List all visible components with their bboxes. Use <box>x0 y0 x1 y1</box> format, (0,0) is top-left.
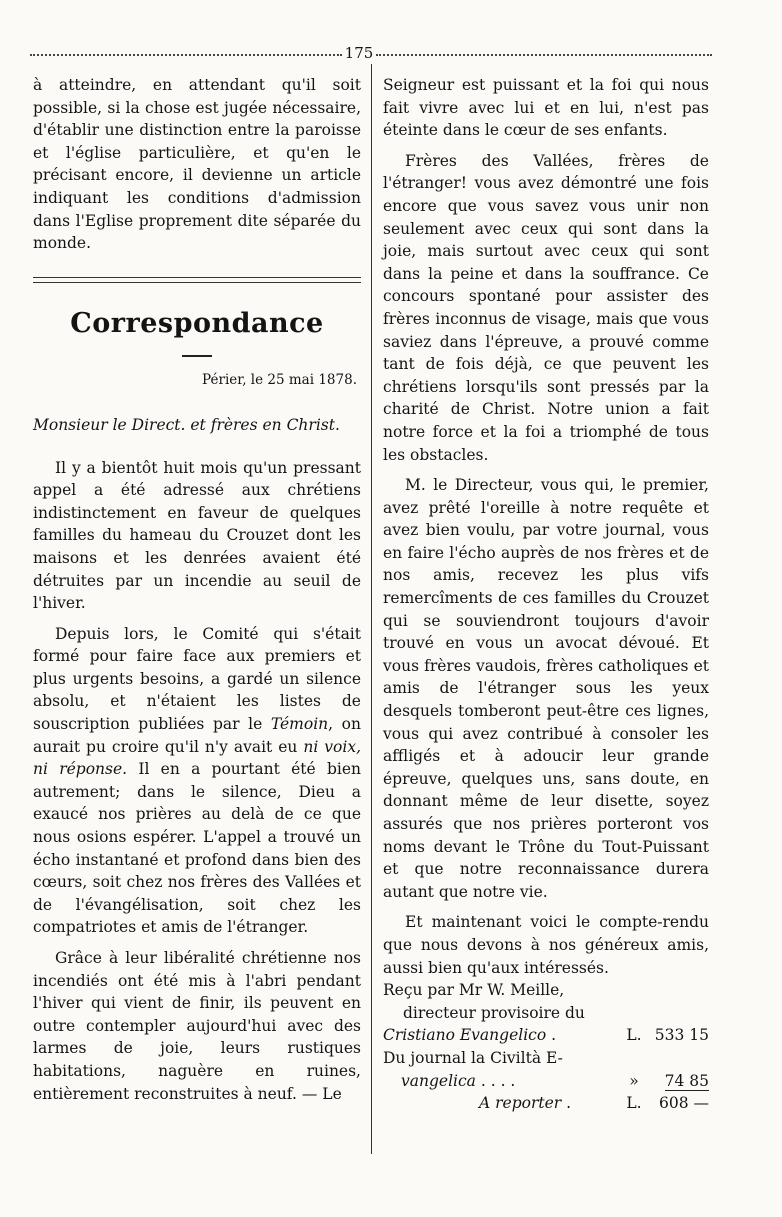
carry-amount: 608 — <box>658 1094 709 1113</box>
ledger-entry-2: vangelica . . . . » 74 85 <box>383 1070 709 1093</box>
ledger-director-line: directeur provisoire du <box>403 1003 585 1022</box>
title-dash <box>182 355 212 357</box>
carry-label: A reporter <box>479 1094 562 1113</box>
right-paragraph-4: Et maintenant voici le compte-rendu que nous devons à nos généreux amis, aussi bien qu'aux intéressés. <box>383 913 709 977</box>
salutation: Monsieur le Direct. et frères en Christ. <box>33 415 340 434</box>
section-title: Correspondance <box>70 307 324 339</box>
header-rule-right <box>376 54 712 58</box>
entry-1-amount: 533 15 <box>654 1026 709 1045</box>
entry-2-name: vangelica <box>401 1071 476 1090</box>
right-paragraph-2: Frères des Vallées, frères de l'étranger! vous avez démontré une fois encore que vous savez vous unir non seulement avec ceux qui sont dans la joie, mais surtout avec ceux qui sont dans la peine et dans la souffrance. Ce concours spontané pour assister des frères inconnus de visage, mais que vous saviez dans l'épreuve, a prouvé comme tant de fois déjà, ce que peuvent les chrétiens lorsqu'ils sont pressés par la charité de Christ. Notre union a fait notre force et la foi a triomphé de tous les obstacles. <box>383 151 709 464</box>
column-divider <box>371 64 372 1154</box>
donation-ledger <box>383 979 709 1115</box>
dateline: Périer, le 25 mai 1878. <box>202 372 357 389</box>
page-number: 175 <box>344 44 374 62</box>
ledger-received-by: Reçu par Mr W. Meille, <box>383 981 565 1000</box>
entry-1-name: Cristiano Evangelico <box>383 1026 547 1045</box>
left-column <box>33 74 361 1105</box>
paragraph-2-ni-voix: ni voix, ni réponse. <box>33 737 361 779</box>
paragraph-2-text-a: Depuis lors, le Comité qui s'était formé pour faire face aux premiers et plus urgents besoins, a gardé un silence absolu, et n'étaient les listes de souscription publiées par le <box>33 624 361 734</box>
ledger-entry-1: Cristiano Evangelico . L. 533 15 <box>383 1024 709 1047</box>
right-paragraph-3: M. le Directeur, vous qui, le premier, avez prêté l'oreille à notre requête et avez bien voulu, par votre journal, vous en faire l'écho auprès de nos frères et de nos amis, recevez les plus vifs remercîments de ces familles du Crouzet qui se souviendront toujours d'avoir trouvé en vous un avocat dévoué. Et vous frères vaudois, frères catholiques et amis de l'étranger sous les yeux desquels tomberont peut-être ces lignes, vous qui avez contribué à consoler les affligés et à adoucir leur grande épreuve, quelques uns, sans doute, en donnant même de leur disette, soyez assurés que nos prières porteront vos noms devant le Trône du Tout-Puissant et que notre reconnaissance durera autant que notre vie. <box>383 476 709 901</box>
paragraph-2-temoin: Témoin <box>270 715 329 734</box>
letter-paragraph-2 <box>33 623 361 939</box>
carry-currency: L. <box>626 1094 642 1113</box>
entry-2-currency: » <box>629 1071 639 1090</box>
paragraph-2-text-b: , on aurait pu croire qu'il n'y avait eu <box>33 715 361 756</box>
ledger-entry-2-line1: Du journal la Civiltà E- <box>383 1048 563 1067</box>
letter-paragraph-3: Grâce à leur libéralité chrétienne nos incendiés ont été mis à l'abri pendant l'hiver qui vient de finir, ils peuvent en outre contempler aujourd'hui avec des larmes de joie, leurs rustiques habitations, naguère en ruines, entièrement reconstruites à neuf. — Le <box>33 949 361 1103</box>
paragraph-2-text-c: Il en a pourtant été bien autrement; dans le silence, Dieu a exaucé nos prières au delà de ce que nous osions espérer. L'appel a trouvé un écho instantané et profond dans bien des cœurs, soit chez nos frères des Vallées et de l'évangélisation, soit chez les compatriotes et amis de l'étranger. <box>33 760 361 937</box>
right-column <box>383 74 709 1115</box>
right-paragraph-1: Seigneur est puissant et la foi qui nous fait vivre avec lui et en lui, n'est pas éteinte dans le cœur de ses enfants. <box>383 76 709 140</box>
entry-2-amount: 74 85 <box>664 1071 709 1090</box>
intro-paragraph: à atteindre, en attendant qu'il soit possible, si la chose est jugée nécessaire, d'établir une distinction entre la paroisse et l'église particulière, et qu'en le précisant encore, il devienne un article indiquant les conditions d'admission dans l'Eglise proprement dite séparée du monde. <box>33 76 361 253</box>
section-rule <box>33 277 361 283</box>
letter-paragraph-1: Il y a bientôt huit mois qu'un pressant appel a été adressé aux chrétiens indistinctement en faveur de quelques familles du hameau du Crouzet dont les maisons et les denrées avaient été détruites par un incendie au seuil de l'hiver. <box>33 458 361 613</box>
header-rule-left <box>30 54 342 58</box>
entry-1-currency: L. <box>626 1026 642 1045</box>
ledger-carry-forward: A reporter . L. 608 — <box>383 1092 709 1115</box>
